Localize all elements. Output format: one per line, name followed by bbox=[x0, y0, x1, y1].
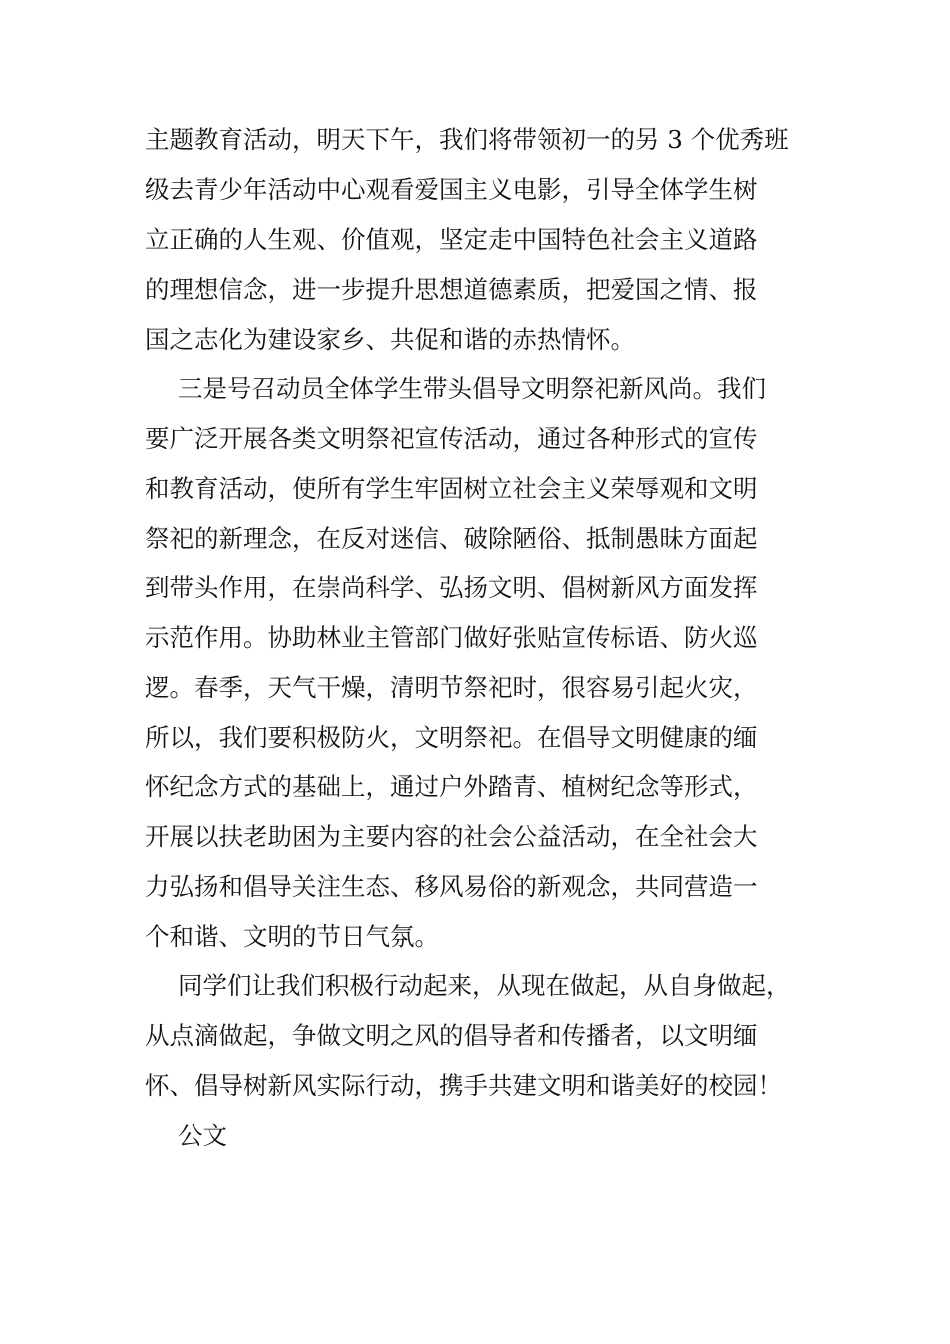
text-line: 怀纪念方式的基础上，通过户外踏青、植树纪念等形式， bbox=[145, 772, 758, 801]
text-line: 从点滴做起，争做文明之风的倡导者和传播者，以文明缅 bbox=[145, 1021, 758, 1050]
text-line: 级去青少年活动中心观看爱国主义电影，引导全体学生树 bbox=[145, 175, 758, 204]
text-line: 祭祀的新理念，在反对迷信、破除陋俗、抵制愚昧方面起 bbox=[145, 524, 758, 553]
closing-label: 公文 bbox=[178, 1121, 227, 1150]
text-line: 所以，我们要积极防火，文明祭祀。在倡导文明健康的缅 bbox=[145, 723, 758, 752]
text-line: 要广泛开展各类文明祭祀宣传活动，通过各种形式的宣传 bbox=[145, 424, 758, 453]
paragraph-start-line: 三是号召动员全体学生带头倡导文明祭祀新风尚。我们 bbox=[178, 374, 766, 403]
text-line: 逻。春季，天气干燥，清明节祭祀时，很容易引起火灾， bbox=[145, 673, 758, 702]
text-line: 主题教育活动，明天下午，我们将带领初一的另 3 个优秀班 bbox=[145, 125, 789, 154]
text-line: 到带头作用，在崇尚科学、弘扬文明、倡树新风方面发挥 bbox=[145, 573, 758, 602]
text-line: 的理想信念，进一步提升思想道德素质，把爱国之情、报 bbox=[145, 275, 758, 304]
text-line: 怀、倡导树新风实际行动，携手共建文明和谐美好的校园！ bbox=[145, 1071, 782, 1100]
text-line: 立正确的人生观、价值观，坚定走中国特色社会主义道路 bbox=[145, 225, 758, 254]
paragraph-start-line: 同学们让我们积极行动起来，从现在做起，从自身做起， bbox=[178, 971, 791, 1000]
text-line: 力弘扬和倡导关注生态、移风易俗的新观念，共同营造一 bbox=[145, 872, 758, 901]
text-line: 国之志化为建设家乡、共促和谐的赤热情怀。 bbox=[145, 325, 635, 354]
text-line: 开展以扶老助困为主要内容的社会公益活动，在全社会大 bbox=[145, 822, 758, 851]
text-line: 和教育活动，使所有学生牢固树立社会主义荣辱观和文明 bbox=[145, 474, 758, 503]
text-line: 个和谐、文明的节日气氛。 bbox=[145, 922, 439, 951]
text-line: 示范作用。协助林业主管部门做好张贴宣传标语、防火巡 bbox=[145, 623, 758, 652]
